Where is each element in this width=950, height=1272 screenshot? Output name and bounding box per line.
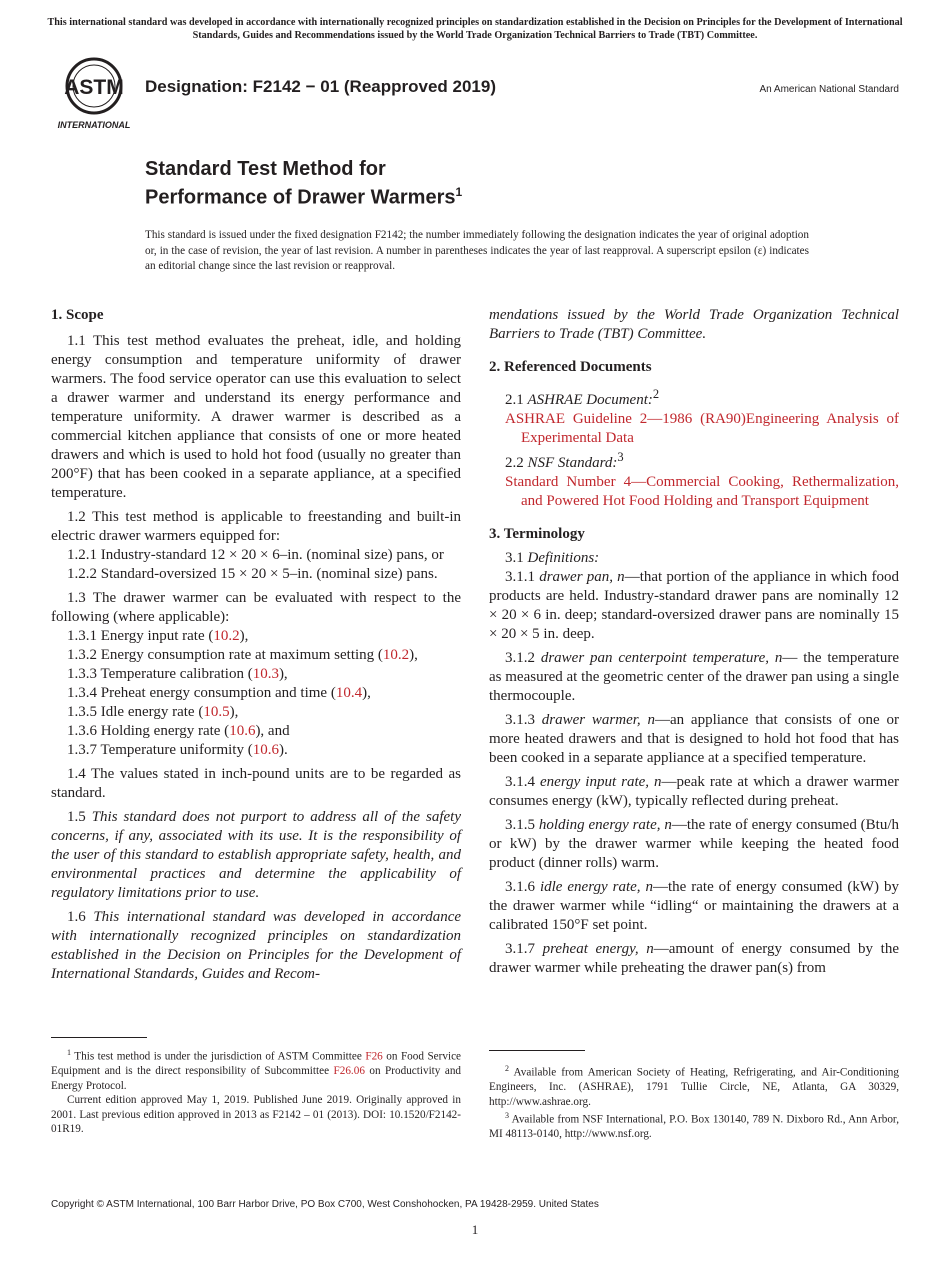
paragraph-2-2: 2.2 NSF Standard:$^3$ (505, 450, 624, 471)
section-reference-link[interactable]: 10.2 (382, 647, 410, 663)
section-reference-link[interactable]: 10.3 (252, 666, 279, 682)
page-title (145, 158, 462, 210)
definition-item: 3.1.2 drawer pan centerpoint temperature, n— the temperature as measured at the geometric center of the drawer pan using a single thermocouple. (489, 650, 900, 704)
definition-item: 3.1.5 holding energy rate, n—the rate of energy consumed (Btu/h or kW) by the drawer warmer while keeping the heated food product (dinner rolls) warm. (489, 817, 899, 871)
list-item: 1.3.4 Preheat energy consumption and time (10.4), (67, 685, 371, 701)
paragraph-1-2: 1.2 This test method is applicable to freestanding and built-in electric drawer warmers equipped for: (51, 509, 461, 544)
section-heading-scope: 1. Scope (51, 307, 104, 323)
list-item: 1.3.6 Holding energy rate (10.6), and (67, 723, 290, 739)
definition-item: 3.1.1 drawer pan, n—that portion of the appliance in which food products are held. Industry-standard drawer pans are nominally 12 × 20 × 6 in. deep; standard-oversized drawer pans are nominally 15 × 20 × 5 in. deep. (489, 569, 899, 642)
committee-f26-link[interactable]: F26 (365, 1050, 383, 1063)
designation: Designation: F2142 − 01 (Reapproved 2019) (145, 77, 496, 96)
subcommittee-f26-06-link[interactable]: F26.06 (333, 1065, 365, 1078)
copyright: Copyright © ASTM International, 100 Barr Harbor Drive, PO Box C700, West Conshohocken, PA 19428-2959. United States (51, 1199, 599, 1210)
list-item: 1.3.5 Idle energy rate (10.5), (67, 704, 239, 720)
paragraph-2-1: 2.1 ASHRAE Document:$^2$ (505, 387, 660, 408)
nsf-standard-link[interactable]: Standard Number 4—Commercial Cooking, Rethermalization, and Powered Hot Food Holding and Transport Equipment (505, 474, 899, 509)
section-reference-link[interactable]: 10.6 (252, 742, 279, 758)
page-number: 1 (471, 1222, 479, 1237)
paragraph-1-2-1: 1.2.1 Industry-standard 12 × 20 × 6–in. (nominal size) pans, or (67, 547, 444, 563)
evaluation-list (51, 627, 461, 760)
paragraph-1-2-2: 1.2.2 Standard-oversized 15 × 20 × 5–in. (nominal size) pans. (67, 566, 438, 582)
list-item: 1.3.7 Temperature uniformity (10.6). (67, 742, 288, 758)
paragraph-3-1: 3.1 Definitions: (505, 550, 600, 566)
section-reference-link[interactable]: 10.5 (203, 704, 230, 720)
section-reference-link[interactable]: 10.6 (229, 723, 256, 739)
left-column (51, 306, 461, 984)
paragraph-1-4: 1.4 The values stated in inch-pound units are to be regarded as standard. (51, 766, 461, 801)
ashrae-guideline-link[interactable]: ASHRAE Guideline 2—1986 (RA90)Engineering Analysis of Experimental Data (505, 411, 899, 446)
definition-item: 3.1.7 preheat energy, n—amount of energy consumed by the drawer warmer while preheating the drawer pan(s) from (489, 941, 899, 976)
list-item: 1.3.1 Energy input rate (10.2), (67, 628, 249, 644)
right-column (489, 306, 899, 983)
paragraph-1-5: 1.5 This standard does not purport to address all of the safety concerns, if any, associated with its use. It is the responsibility of the user of this standard to establish appropriate safety, health, and environmental practices and determine the applicability of regulatory limitations prior to use. (51, 809, 462, 901)
astm-logo (52, 56, 136, 132)
footnote-1-edition: Current edition approved May 1, 2019. Published June 2019. Originally approved in 2001. Last previous edition approved in 2013 as F2142 – 01 (2013). DOI: 10.1520/F2142-01R19. (51, 1094, 461, 1136)
section-reference-link[interactable]: 10.4 (335, 685, 363, 701)
footnote-rule-right (489, 1050, 585, 1051)
footnote-rule-left (51, 1037, 147, 1038)
section-reference-link[interactable]: 10.2 (213, 628, 240, 644)
list-item: 1.3.3 Temperature calibration (10.3), (67, 666, 288, 682)
footnote-2: $^2$ Available from American Society of Heating, Refrigerating, and Air-Conditioning Engineers, Inc. (ASHRAE), 1791 Tullie Circle, NE, Atlanta, GA 30329, http://www.ashrae.org. (489, 1064, 899, 1108)
footnote-1 (51, 1046, 461, 1137)
paragraph-1-3: 1.3 The drawer warmer can be evaluated with respect to the following (where applicable): (51, 590, 461, 625)
definition-item: 3.1.4 energy input rate, n—peak rate at which a drawer warmer consumes energy (kW), typically reflected during preheat. (489, 774, 899, 809)
american-national-standard: An American National Standard (759, 84, 899, 95)
definition-item: 3.1.6 idle energy rate, n—the rate of energy consumed (kW) by the drawer warmer while “idling“ or maintaining the drawers at a calibrated 150°F set point. (489, 879, 899, 933)
section-heading-terminology: 3. Terminology (489, 526, 585, 542)
section-heading-referenced-documents: 2. Referenced Documents (489, 359, 652, 375)
paragraph-1-6: 1.6 This international standard was developed in accordance with internationally recognized principles on standardization established in the Decision on Principles for the Development of International Standards, Guides and Recom- (51, 909, 462, 982)
footnote-1-text: $^1$ This test method is under the jurisdiction of ASTM Committee F26 on Food Service Equipment and is the direct responsibility of Subcommittee F26.06 on Productivity and Energy Protocol. (51, 1048, 462, 1092)
title-footnote-mark: 1 (455, 185, 463, 199)
paragraph-1-1: 1.1 This test method evaluates the preheat, idle, and holding energy consumption and temperature uniformity of drawer warmers. The food service operator can use this evaluation to select a drawer warmer and understand its energy performance and temperature uniformity. A drawer warmer is described as a commercial kitchen appliance that consists of one or more heated drawers and which is used to hold hot food (usually no greater than 200°F) that has been cooked in a separate appliance, at a specified temperature. (51, 333, 461, 501)
title-line-2: Performance of Drawer Warmers$^1$ (145, 185, 463, 209)
paragraph-1-6-continued: mendations issued by the World Trade Organization Technical Barriers to Trade (TBT) Committee. (489, 307, 899, 342)
footnotes-right (489, 1062, 899, 1142)
logo-text: ASTM (64, 76, 124, 99)
logo-subtext: INTERNATIONAL (57, 120, 131, 130)
title-line-1: Standard Test Method for (145, 158, 386, 180)
issue-note: This standard is issued under the fixed designation F2142; the number immediately following the designation indicates the year of original adoption or, in the case of revision, the year of last revision. A number in parentheses indicates the year of last reapproval. A superscript epsilon (ε) indicates an editorial change since the last revision or reapproval. (145, 229, 809, 272)
definition-item: 3.1.3 drawer warmer, n—an appliance that consists of one or more heated drawers and that is designed to hold hot food that has been cooked in a separate appliance at a specified temperature. (489, 712, 899, 766)
footnote-3: $^3$ Available from NSF International, P.O. Box 130140, 789 N. Dixboro Rd., Ann Arbor, MI 48113-0140, http://www.nsf.org. (489, 1111, 899, 1141)
top-notice: This international standard was developed in accordance with internationally recognized principles on standardization established in the Decision on Principles for the Development of International Standards, Guides and Recommendations issued by the World Trade Organization Technical Barriers to Trade (TBT) Committee. (47, 17, 903, 41)
definitions-list (489, 568, 899, 978)
list-item: 1.3.2 Energy consumption rate at maximum setting (10.2), (67, 647, 418, 663)
